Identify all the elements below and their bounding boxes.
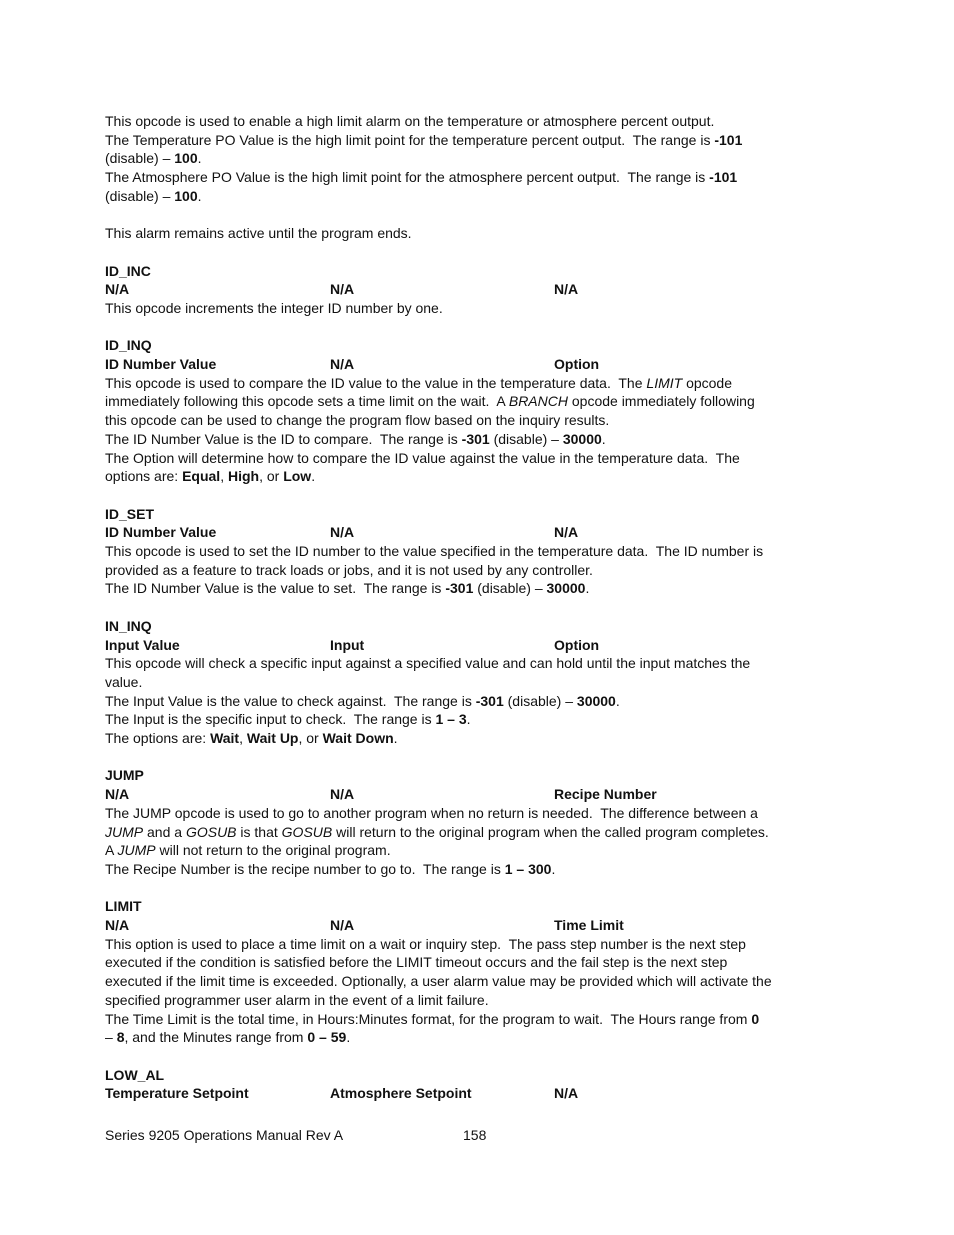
description-line: The Time Limit is the total time, in Hours:Minutes format, for the program to wait. The Hours range from 0 <box>105 1010 760 1027</box>
description-line: The JUMP opcode is used to go to another program when no return is needed. The difference between a <box>105 804 758 821</box>
description-line: options are: Equal, High, or Low. <box>105 468 316 485</box>
parameter-row <box>105 1084 850 1103</box>
description-line: This opcode is used to compare the ID value to the value in the temperature data. The LIMIT opcode <box>105 374 733 391</box>
description-line: The Option will determine how to compare the ID value against the value in the temperature data. The <box>105 449 740 466</box>
parameter-row <box>105 280 850 299</box>
param-2: N/A <box>330 356 355 373</box>
description-line: executed if the limit time is exceeded. Optionally, a user alarm value may be provided which will activate the <box>105 973 772 990</box>
parameter-row <box>105 785 850 804</box>
description-line: This opcode will check a specific input against a specified value and can hold until the input matches the <box>105 655 751 672</box>
description-line: The ID Number Value is the ID to compare. The range is -301 (disable) – 30000. <box>105 430 606 447</box>
description-line: The Recipe Number is the recipe number to go to. The range is 1 – 300. <box>105 860 556 877</box>
param-3: N/A <box>554 281 579 298</box>
page-footer <box>105 1126 850 1145</box>
intro-line: The Temperature PO Value is the high limit point for the temperature percent output. The range is -101 <box>105 131 743 148</box>
intro-line: (disable) – 100. <box>105 150 202 167</box>
opcode-title: ID_INQ <box>105 337 152 354</box>
description-line: This opcode increments the integer ID number by one. <box>105 299 443 316</box>
param-2: N/A <box>330 786 355 803</box>
param-3: N/A <box>554 1085 579 1102</box>
description-line: value. <box>105 673 143 690</box>
description-line: provided as a feature to track loads or jobs, and it is not used by any controller. <box>105 561 593 578</box>
opcode-title: LIMIT <box>105 898 142 915</box>
param-2: Atmosphere Setpoint <box>330 1085 472 1102</box>
description-line: this opcode can be used to change the program flow based on the inquiry results. <box>105 412 610 429</box>
description-line: The Input Value is the value to check against. The range is -301 (disable) – 30000. <box>105 692 620 709</box>
param-1: N/A <box>105 281 130 298</box>
opcode-section-low-al <box>105 1066 850 1103</box>
param-3: Recipe Number <box>554 786 657 803</box>
param-2: N/A <box>330 524 355 541</box>
param-1: N/A <box>105 917 130 934</box>
param-1: Input Value <box>105 636 180 653</box>
param-3: N/A <box>554 524 579 541</box>
description-line: The Input is the specific input to check. The range is 1 – 3. <box>105 711 471 728</box>
param-1: ID Number Value <box>105 356 217 373</box>
parameter-row <box>105 523 850 542</box>
opcode-section-in-inq <box>105 617 850 748</box>
opcode-section-id-set <box>105 505 850 599</box>
intro-line: This opcode is used to enable a high limit alarm on the temperature or atmosphere percent output. <box>105 113 715 129</box>
opcode-section-limit <box>105 897 850 1047</box>
description-line: executed if the condition is satisfied before the LIMIT timeout occurs and the fail step is the next step <box>105 954 728 971</box>
document-body <box>105 112 850 1103</box>
description-line: A JUMP will not return to the original program. <box>105 842 391 859</box>
param-2: N/A <box>330 281 355 298</box>
description-line: – 8, and the Minutes range from 0 – 59. <box>105 1029 351 1046</box>
param-1: ID Number Value <box>105 524 217 541</box>
description-line: specified programmer user alarm in the event of a limit failure. <box>105 991 489 1008</box>
intro-line: (disable) – 100. <box>105 187 202 204</box>
manual-title: Series 9205 Operations Manual Rev A <box>105 1127 344 1143</box>
parameter-row <box>105 916 850 935</box>
page-number: 158 <box>463 1127 487 1143</box>
param-3: Option <box>554 636 600 653</box>
opcode-section-id-inq <box>105 336 850 486</box>
intro-line: This alarm remains active until the program ends. <box>105 225 412 242</box>
description-line: immediately following this opcode sets a time limit on the wait. A BRANCH opcode immediately following <box>105 393 755 410</box>
opcode-section-id-inc <box>105 262 850 318</box>
description-line: JUMP and a GOSUB is that GOSUB will return to the original program when the called program completes. <box>105 823 769 840</box>
param-2: N/A <box>330 917 355 934</box>
opcode-title: IN_INQ <box>105 617 152 634</box>
opcode-section-jump <box>105 766 850 878</box>
description-line: This opcode is used to set the ID number to the value specified in the temperature data. The ID number is <box>105 543 764 560</box>
intro-line: The Atmosphere PO Value is the high limit point for the atmosphere percent output. The range is -101 <box>105 169 738 186</box>
parameter-row <box>105 355 850 374</box>
opcode-title: LOW_AL <box>105 1066 165 1083</box>
description-line: The ID Number Value is the value to set. The range is -301 (disable) – 30000. <box>105 580 590 597</box>
opcode-title: JUMP <box>105 767 144 784</box>
param-1: N/A <box>105 786 130 803</box>
param-3: Time Limit <box>554 917 624 934</box>
opcode-title: ID_INC <box>105 262 151 279</box>
param-1: Temperature Setpoint <box>105 1085 249 1102</box>
param-3: Option <box>554 356 600 373</box>
description-line: This option is used to place a time limit on a wait or inquiry step. The pass step number is the next step <box>105 935 746 952</box>
opcode-title: ID_SET <box>105 505 155 522</box>
description-line: The options are: Wait, Wait Up, or Wait Down. <box>105 730 398 747</box>
param-2: Input <box>330 636 365 653</box>
parameter-row <box>105 636 850 655</box>
